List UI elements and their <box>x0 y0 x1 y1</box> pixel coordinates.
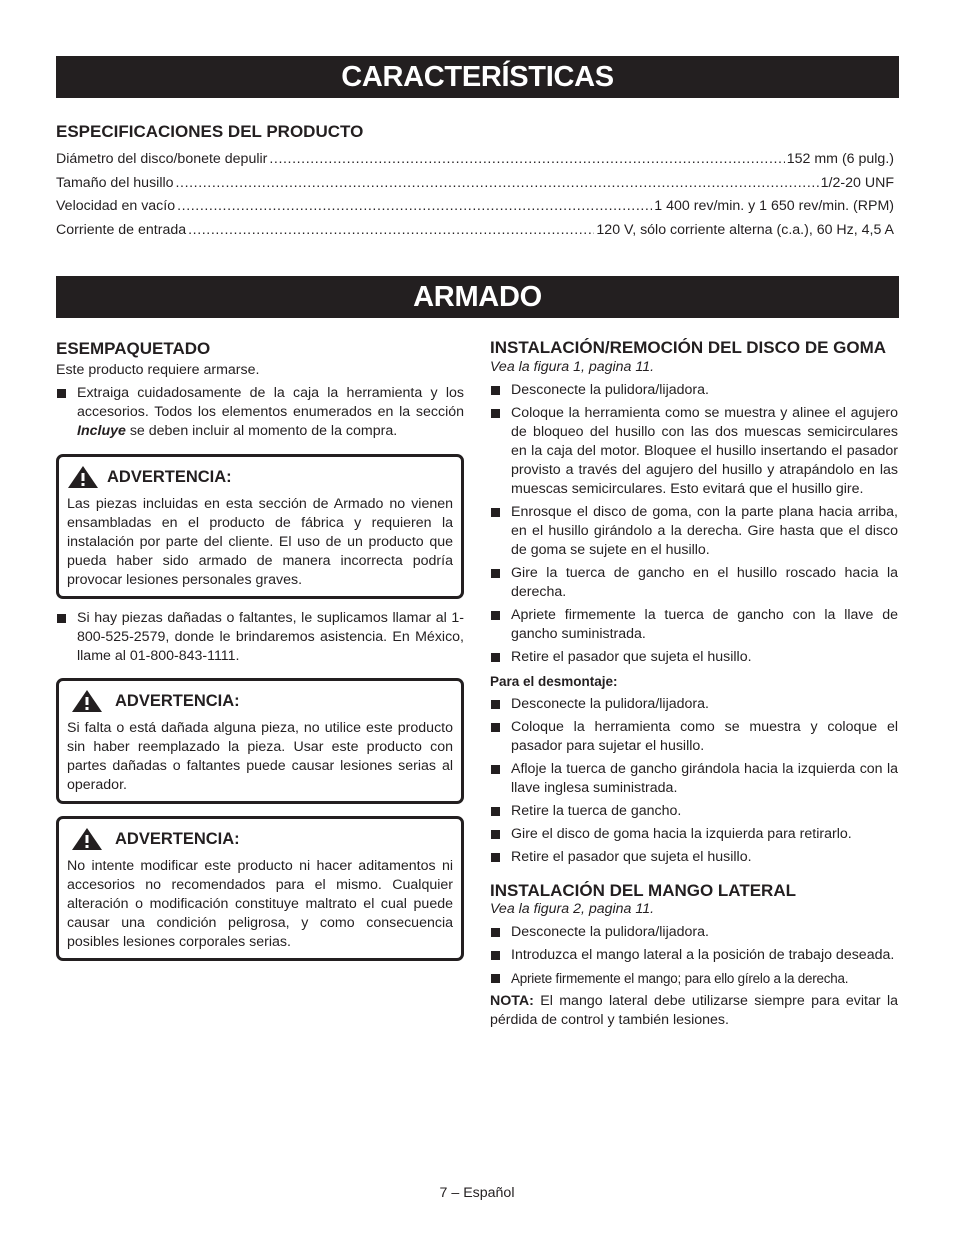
removal-steps <box>490 695 898 867</box>
handle-steps <box>490 923 898 988</box>
list-item <box>490 648 898 667</box>
spec-row <box>56 195 894 219</box>
bullet-text: Desconecte la pulidora/lijadora. <box>511 382 709 398</box>
bullet-text: Gire el disco de goma hacia la izquierda para retirarlo. <box>511 826 852 842</box>
list-item <box>490 381 898 400</box>
warning-text: Si falta o está dañada alguna pieza, no utilice este producto sin haber reemplazado la pieza. Usar este producto con partes dañadas o faltantes puede causar lesiones serias al operador. <box>67 720 453 793</box>
list-item <box>490 760 898 798</box>
list-item <box>490 404 898 499</box>
warning-box <box>56 816 464 961</box>
bullet-text: Afloje la tuerca de gancho girándola hacia la izquierda con la llave inglesa suministrada. <box>511 761 898 796</box>
list-item <box>490 848 898 867</box>
leader-dots <box>188 219 594 243</box>
spec-row <box>56 148 894 172</box>
bullet-icon <box>491 569 500 578</box>
right-column <box>490 337 898 1030</box>
left-column <box>56 337 464 961</box>
bullet-text: Apriete firmemente la tuerca de gancho con la llave de gancho suministrada. <box>511 607 898 642</box>
list-item <box>490 718 898 756</box>
list-item <box>490 802 898 821</box>
list-item <box>490 564 898 602</box>
warning-header <box>67 827 453 851</box>
bullet-icon <box>491 951 500 960</box>
warning-triangle-icon <box>67 689 107 713</box>
bullet-icon <box>57 389 66 398</box>
list-item <box>490 695 898 714</box>
bullet-text: Retire el pasador que sujeta el husillo. <box>511 849 752 865</box>
spec-value: 1/2-20 UNF <box>820 174 894 191</box>
unpack-heading: ESEMPAQUETADO <box>56 339 211 358</box>
list-item <box>490 503 898 560</box>
warning-box <box>56 454 464 599</box>
bullet-icon <box>491 807 500 816</box>
disc-steps <box>490 381 898 667</box>
bullet-text: Coloque la herramienta como se muestra y coloque el pasador para sujetar el husillo. <box>511 719 898 754</box>
list-item <box>490 923 898 942</box>
figure-reference: Vea la figura 2, pagina 11. <box>490 901 655 917</box>
leader-dots <box>177 195 652 219</box>
list-item <box>56 384 464 441</box>
warning-title: ADVERTENCIA: <box>107 467 232 486</box>
list-item <box>56 609 464 666</box>
spec-label: Corriente de entrada <box>56 221 187 238</box>
handle-heading: INSTALACIÓN DEL MANGO LATERAL <box>490 881 796 900</box>
spec-label: Diámetro del disco/bonete depulir <box>56 151 268 167</box>
leader-dots <box>269 148 784 172</box>
warning-title: ADVERTENCIA: <box>115 829 240 848</box>
warning-text: No intente modificar este producto ni hacer aditamentos ni accesorios no recomendados para el mismo. Cualquier alteración o modificación constituye maltrato el cual puede causar una condición peligrosa, y como consecuencia posibles lesiones corporales serias. <box>67 858 453 950</box>
page-footer: 7 – Español <box>439 1185 515 1201</box>
bullet-icon <box>491 653 500 662</box>
figure-reference: Vea la figura 1, pagina 11. <box>490 359 655 375</box>
bullet-icon <box>491 853 500 862</box>
bullet-icon <box>491 386 500 395</box>
warning-text: Las piezas incluidas en esta sección de Armado no vienen ensambladas en el producto de fábrica y requieren la instalación por parte del cliente. El uso de un producto que pueda haber sido armado de manera incorrecta podría provocar lesiones personales graves. <box>67 496 453 588</box>
bullet-text: Enrosque el disco de goma, con la parte plana hacia arriba, en el husillo girándolo a la derecha. Gire hasta que el disco de goma se sujete en el husillo. <box>511 504 898 558</box>
bullet-text: Retire la tuerca de gancho. <box>511 803 682 819</box>
bullet-text: Desconecte la pulidora/lijadora. <box>511 696 709 712</box>
bullet-icon <box>491 723 500 732</box>
bullet-icon <box>491 508 500 517</box>
bullet-icon <box>491 700 500 709</box>
bullet-icon <box>491 830 500 839</box>
bullet-text: Introduzca el mango lateral a la posición de trabajo deseada. <box>511 947 895 963</box>
unpack-list <box>56 384 464 441</box>
list-item <box>490 825 898 844</box>
warning-header <box>67 465 453 489</box>
bullet-text: Retire el pasador que sujeta el husillo. <box>511 649 752 665</box>
leader-dots <box>176 172 819 196</box>
disc-heading: INSTALACIÓN/REMOCIÓN DEL DISCO DE GOMA <box>490 338 887 357</box>
missing-parts-list <box>56 609 464 666</box>
bullet-text: Apriete firmemente el mango; para ello gírelo a la derecha. <box>511 971 849 986</box>
bullet-icon <box>491 409 500 418</box>
bullet-text: Coloque la herramienta como se muestra y alinee el agujero de bloqueo del husillo con las dos muescas semicirculares en la caja del motor. Bloquee el husillo insertando el pasador provisto a través del agujero del husillo y atrapándolo en las muescas semicirculares. Esto evitará que el husillo gire. <box>511 405 898 497</box>
spec-value: 1 400 rev/min. y 1 650 rev/min. (RPM) <box>654 198 894 214</box>
bullet-icon <box>491 765 500 774</box>
spec-label: Velocidad en vacío <box>56 198 176 214</box>
section-banner-armado: ARMADO <box>56 276 899 318</box>
bullet-icon <box>491 611 500 620</box>
bullet-text: Extraiga cuidadosamente de la caja la herramienta y los accesorios. Todos los elementos enumerados en la sección <box>77 385 464 420</box>
spec-value: 152 mm (6 pulg.) <box>786 151 894 167</box>
bullet-text: se deben incluir al momento de la compra. <box>125 423 398 439</box>
product-specifications <box>56 122 894 242</box>
removal-heading: Para el desmontaje: <box>490 674 618 689</box>
list-item <box>490 606 898 644</box>
note-text: El mango lateral debe utilizarse siempre para evitar la pérdida de control y también lesiones. <box>490 993 898 1028</box>
bullet-icon <box>57 614 66 623</box>
unpack-intro: Este producto requiere armarse. <box>56 362 260 378</box>
spec-value: 120 V, sólo corriente alterna (c.a.), 60 Hz, 4,5 A <box>596 221 894 238</box>
bullet-text: Desconecte la pulidora/lijadora. <box>511 924 709 940</box>
note <box>490 992 898 1030</box>
warning-triangle-icon <box>67 465 99 489</box>
specs-heading: ESPECIFICACIONES DEL PRODUCTO <box>56 122 364 141</box>
list-item <box>490 946 898 965</box>
warning-header <box>67 689 453 713</box>
note-label: NOTA: <box>490 993 534 1009</box>
warning-box <box>56 678 464 804</box>
section-banner-caracteristicas: CARACTERÍSTICAS <box>56 56 899 98</box>
list-item <box>490 969 898 988</box>
bullet-icon <box>491 974 500 983</box>
warning-triangle-icon <box>67 827 107 851</box>
bullet-icon <box>491 928 500 937</box>
bullet-text: Gire la tuerca de gancho en el husillo roscado hacia la derecha. <box>511 565 898 600</box>
spec-row <box>56 219 894 243</box>
bullet-text: Si hay piezas dañadas o faltantes, le suplicamos llamar al 1-800-525-2579, donde le brindaremos asistencia. En México, llame al 01-800-843-1111. <box>77 610 464 664</box>
spec-row <box>56 172 894 196</box>
spec-label: Tamaño del husillo <box>56 174 174 191</box>
emphasis-text: Incluye <box>77 423 126 439</box>
warning-title: ADVERTENCIA: <box>115 691 240 710</box>
